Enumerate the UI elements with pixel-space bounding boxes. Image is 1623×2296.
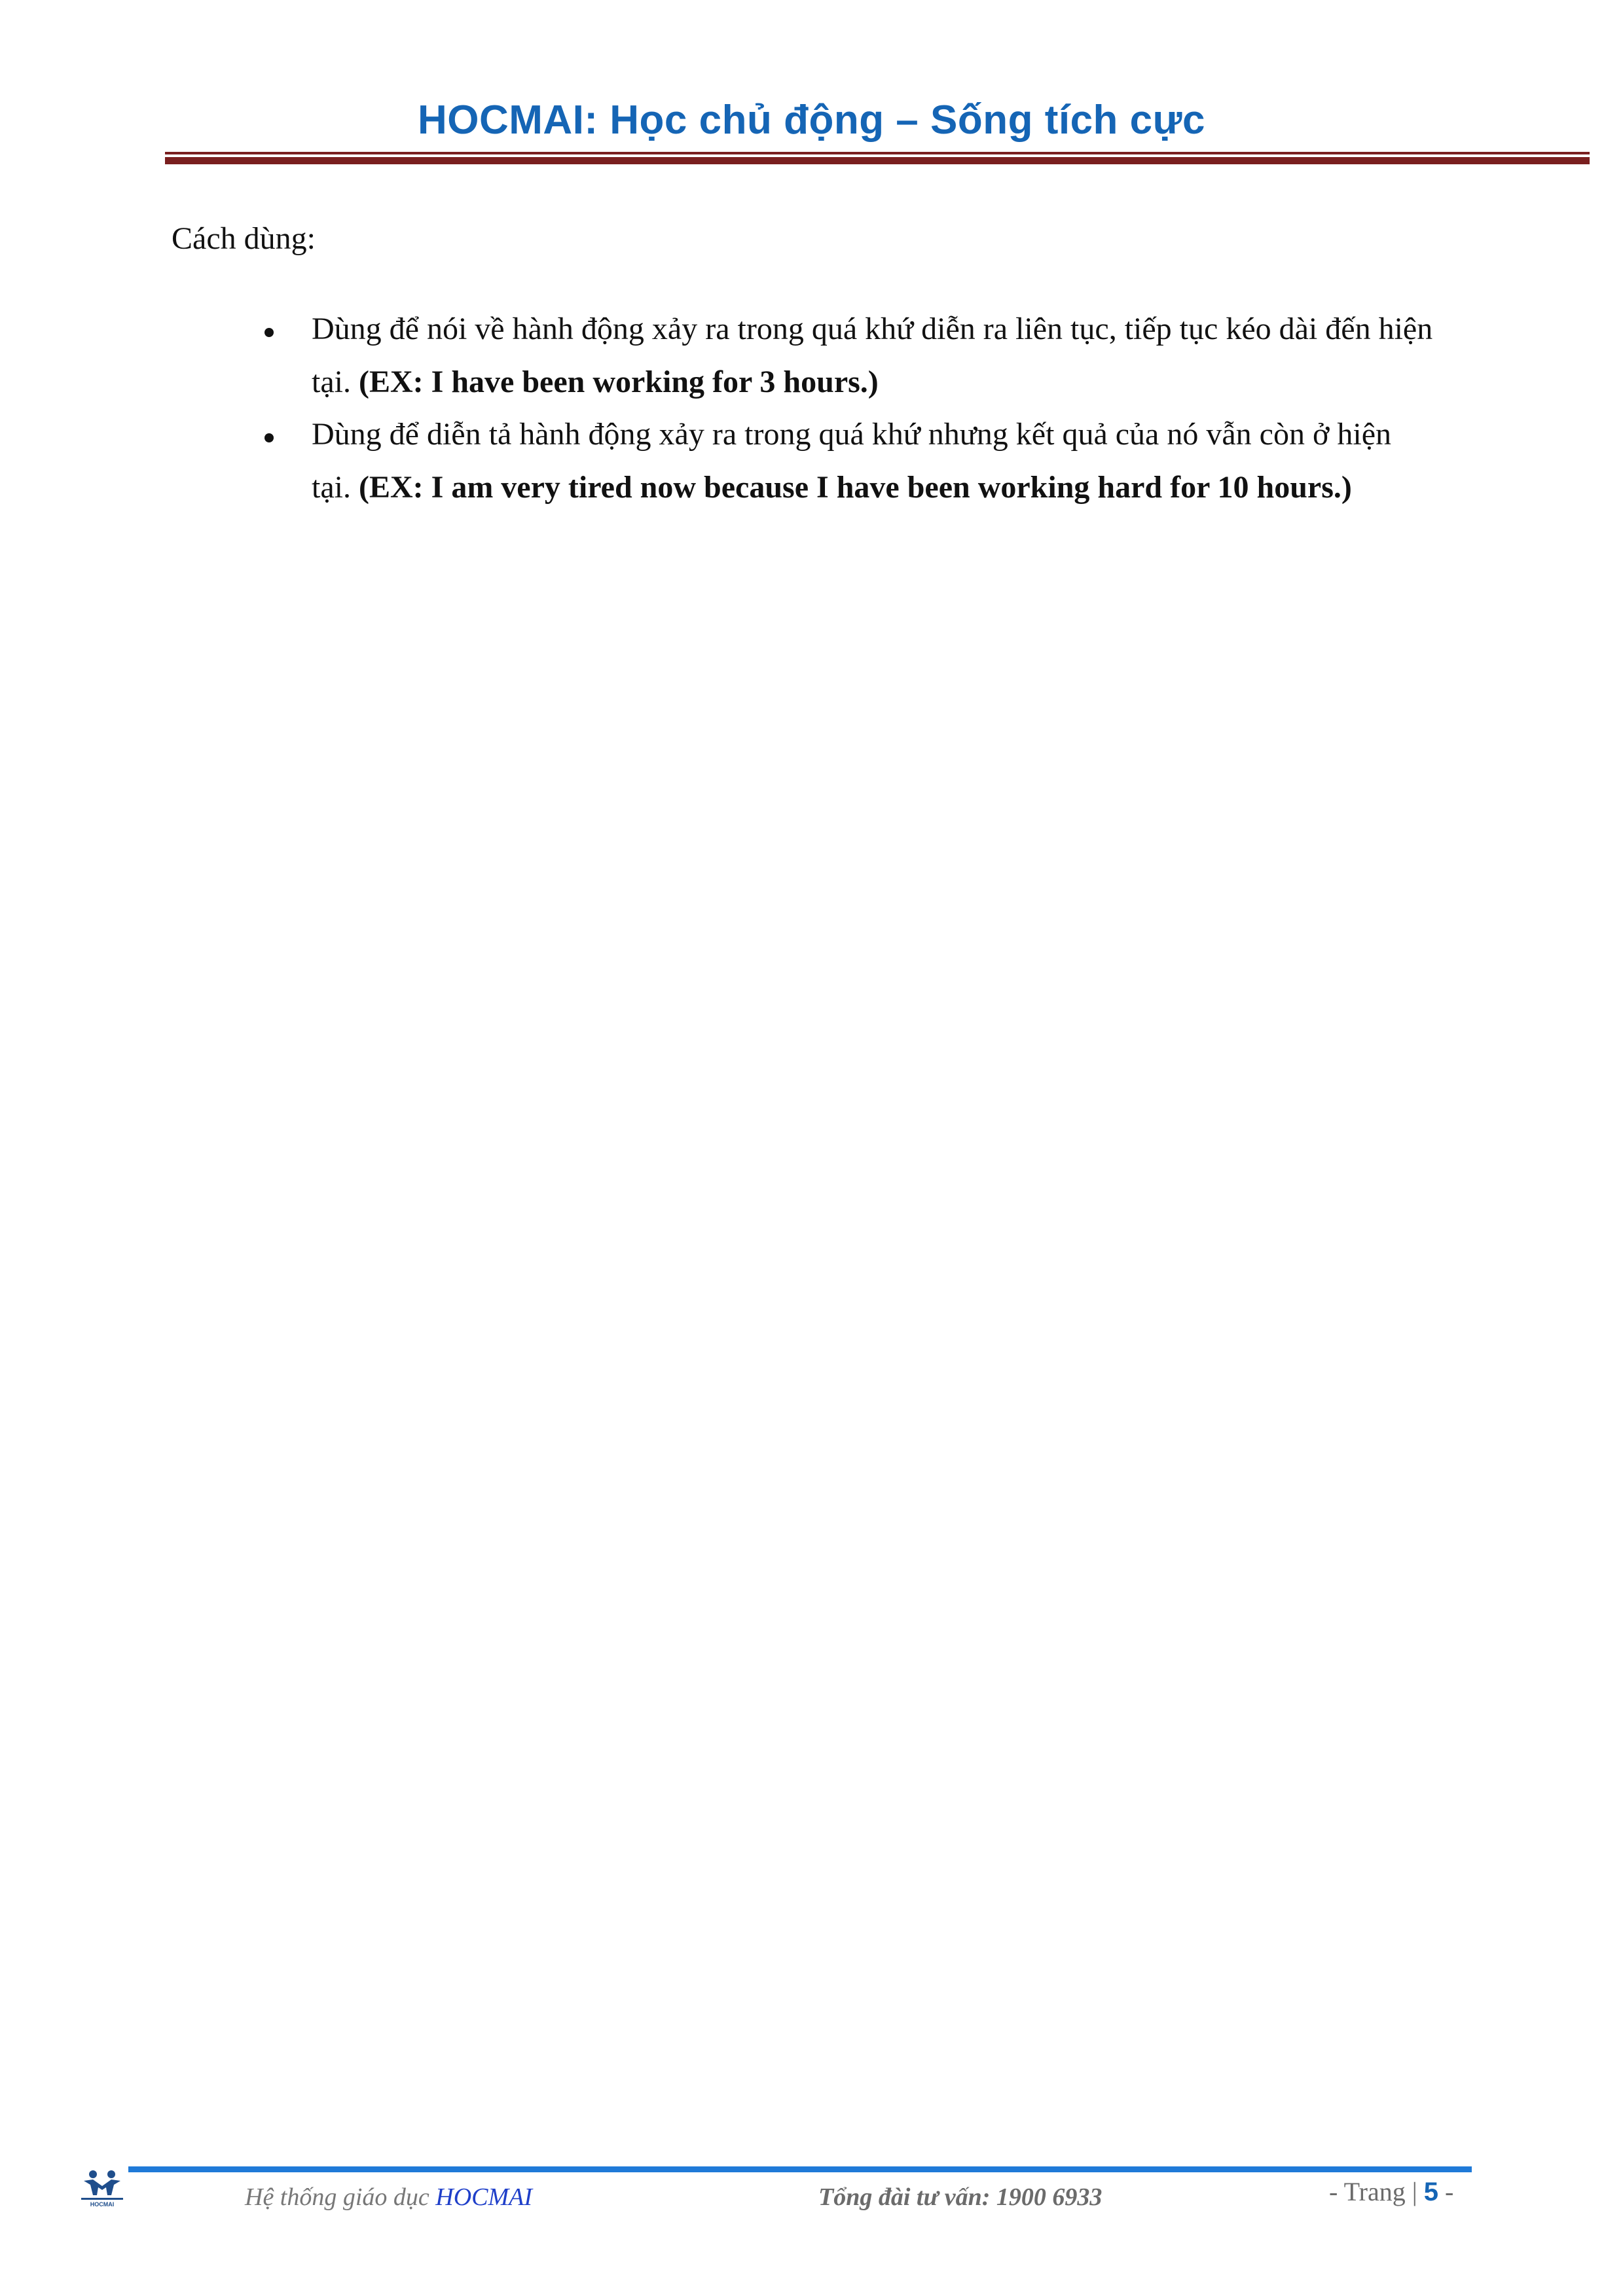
bullet-icon <box>264 328 274 337</box>
footer-divider <box>128 2166 1472 2172</box>
header-divider-thick <box>165 157 1590 164</box>
bullet-text-line <box>312 364 879 400</box>
bullet-text-prefix: tại. <box>312 365 359 399</box>
example-sentence: (EX: I have been working for 3 hours.) <box>358 365 879 399</box>
footer-brand: HOCMAI <box>435 2183 533 2211</box>
footer-system-prefix: Hệ thống giáo dục <box>245 2183 436 2211</box>
footer-hotline: Tổng đài tư vấn: 1900 6933 <box>818 2183 1103 2211</box>
page-number-label <box>1329 2176 1453 2207</box>
footer-system-text <box>245 2183 532 2212</box>
page-number: 5 <box>1423 2178 1438 2206</box>
example-sentence: (EX: I am very tired now because I have been working hard for 10 hours.) <box>358 470 1352 505</box>
bullet-text-prefix: tại. <box>312 470 359 505</box>
page-suffix: - <box>1438 2177 1454 2206</box>
page-prefix: - Trang | <box>1329 2177 1424 2206</box>
header-divider-thin <box>165 152 1590 154</box>
bullet-icon <box>264 433 274 442</box>
header-title: HOCMAI: Học chủ động – Sống tích cực <box>417 98 1206 143</box>
logo-text: HOCMAI <box>90 2201 115 2208</box>
hocmai-logo-icon <box>79 2168 126 2208</box>
bullet-text-line <box>312 469 1352 505</box>
section-label: Cách dùng: <box>172 221 316 256</box>
bullet-text-line: Dùng để nói về hành động xảy ra trong quá khứ diễn ra liên tục, tiếp tục kéo dài đến hiện <box>312 312 1433 346</box>
bullet-text-line: Dùng để diễn tả hành động xảy ra trong quá khứ nhưng kết quả của nó vẫn còn ở hiện <box>312 417 1391 452</box>
